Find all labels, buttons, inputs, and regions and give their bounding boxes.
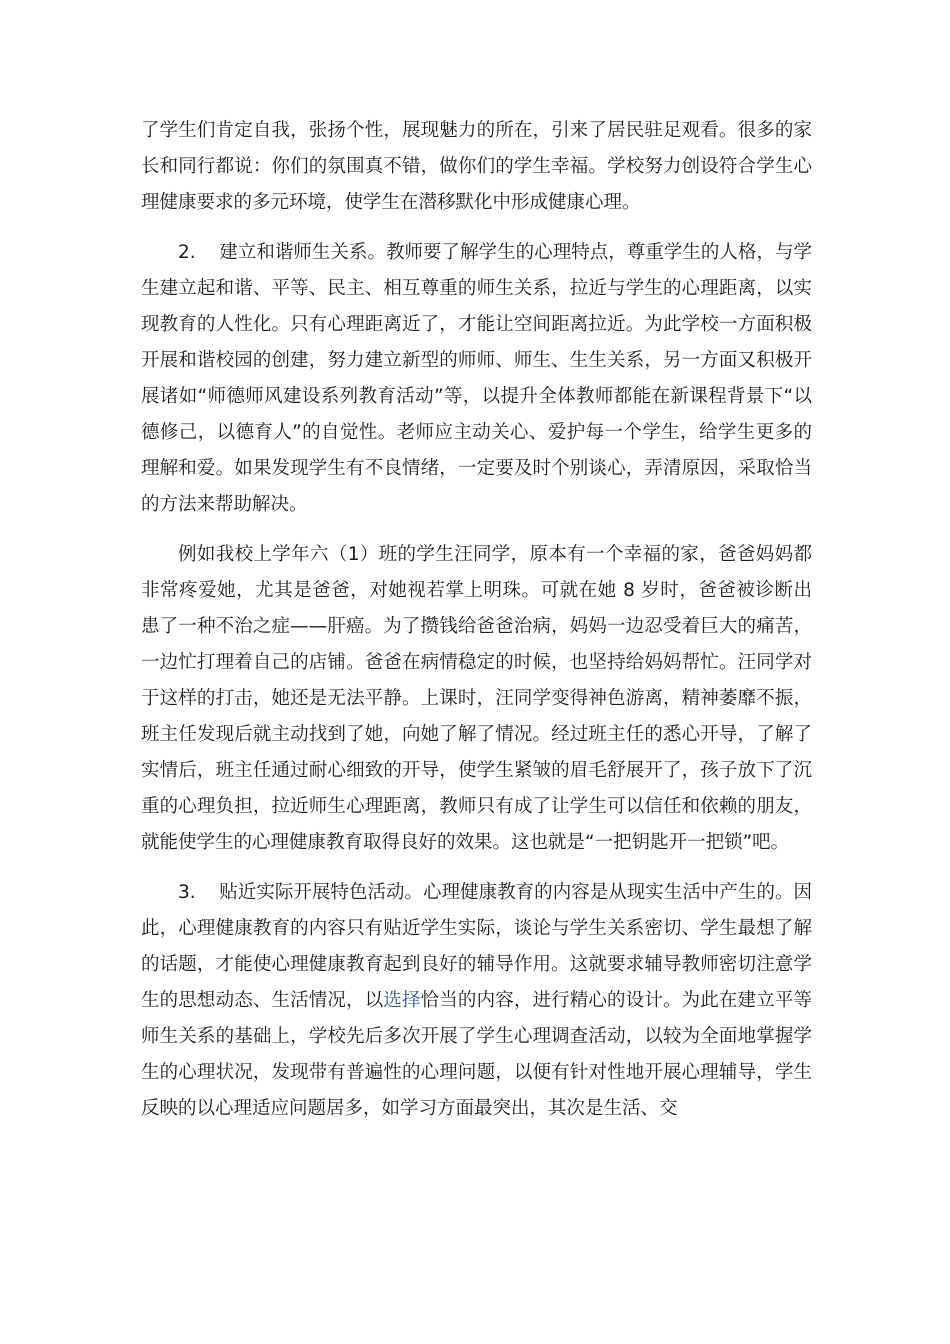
paragraph-text: 建立和谐师生关系。教师要了解学生的心理特点，尊重学生的人格，与学生建立起和谐、平等、民主、相互尊重的师生关系，拉近与学生的心理距离，以实现教育的人性化。只有心理距离近了，才能让空间距离拉近。为此学校一方面积极开展和谐校园的创建，努力建立新型的师师、师生、生生关系，另一方面又积极开展诸如“师德师风建设系列教育活动”等，以提升全体教师都能在新课程背景下“以德修己，以德育人”的自觉性。老师应主动关心、爱护每一个学生，给学生更多的理解和爱。如果发现学生有不良情绪，一定要及时个别谈心，弄清原因，采取恰当的方法来帮助解决。 <box>141 242 812 515</box>
list-number: 3. <box>178 882 196 903</box>
list-number-gap <box>196 882 220 903</box>
paragraph-point-3 <box>141 875 812 1127</box>
list-number: 2. <box>178 242 196 263</box>
document-body <box>141 113 812 1127</box>
paragraph-text-continued: 恰当的内容，进行精心的设计。为此在建立平等师生关系的基础上，学校先后多次开展了学生心理调查活动，以较为全面地掌握学生的心理状况，发现带有普遍性的心理问题，以便有针对性地开展心理辅导，学生反映的以心理适应问题居多，如学习方面最突出，其次是生活、交 <box>141 990 812 1119</box>
list-number-gap <box>196 242 220 263</box>
inline-link[interactable]: 选择 <box>383 990 421 1011</box>
paragraph-example: 例如我校上学年六（1）班的学生汪同学，原本有一个幸福的家，爸爸妈妈都非常疼爱她，尤其是爸爸，对她视若掌上明珠。可就在她 8 岁时，爸爸被诊断出患了一种不治之症——肝癌。为了攒钱给爸爸治病，妈妈一边忍受着巨大的痛苦，一边忙打理着自己的店铺。爸爸在病情稳定的时候，也坚持给妈妈帮忙。汪同学对于这样的打击，她还是无法平静。上课时，汪同学变得神色游离，精神萎靡不振，班主任发现后就主动找到了她，向她了解了情况。经过班主任的悉心开导，了解了实情后，班主任通过耐心细致的开导，使学生紧皱的眉毛舒展开了，孩子放下了沉重的心理负担，拉近师生心理距离，教师只有成了让学生可以信任和依赖的朋友，就能使学生的心理健康教育取得良好的效果。这也就是“一把钥匙开一把锁”吧。 <box>141 544 812 853</box>
paragraph-continuation: 了学生们肯定自我，张扬个性，展现魅力的所在，引来了居民驻足观看。很多的家长和同行都说：你们的氛围真不错，做你们的学生幸福。学校努力创设符合学生心理健康要求的多元环境，使学生在潜移默化中形成健康心理。 <box>141 120 812 213</box>
paragraph-point-2 <box>141 235 812 523</box>
paragraph-text: 贴近实际开展特色活动。心理健康教育的内容是从现实生活中产生的。因此，心理健康教育的内容只有贴近学生实际，谈论与学生关系密切、学生最想了解的话题，才能使心理健康教育起到良好的辅导作用。这就要求辅导教师密切注意学生的思想动态、生活情况，以 <box>141 882 812 1011</box>
